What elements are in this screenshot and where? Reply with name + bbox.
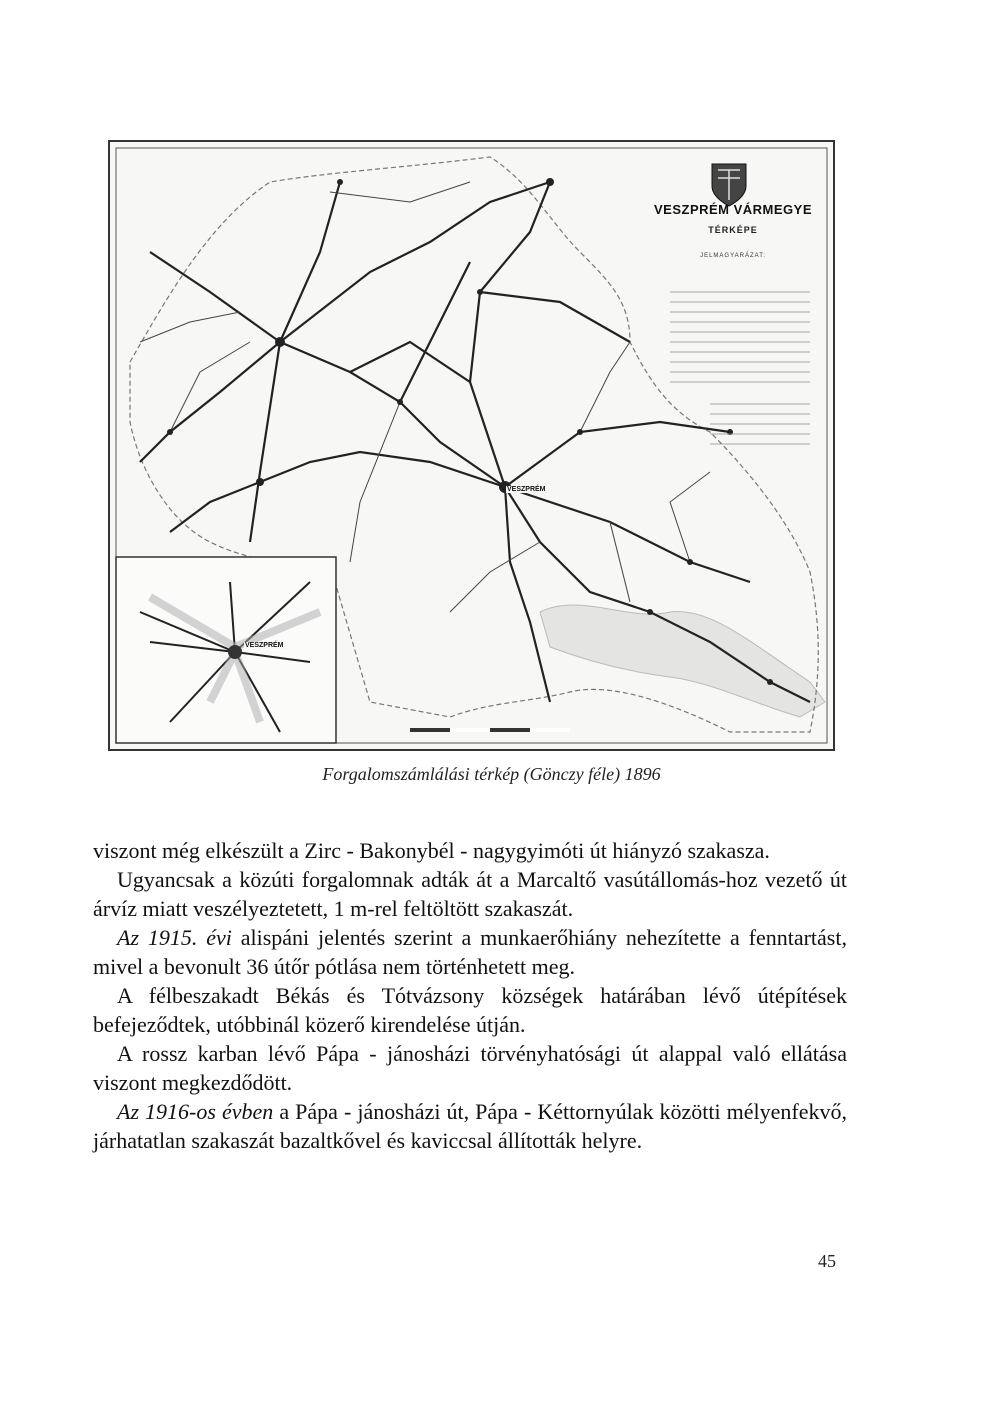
paragraph-text: A félbeszakadt Békás és Tótvázsony községek határában lévő útépítések befejeződtek, utóbbinál közerő kirendelése útján. xyxy=(93,983,847,1037)
map-legend-heading: JELMAGYARÁZAT: xyxy=(700,253,766,259)
figure-caption: Forgalomszámlálási térkép (Gönczy féle) 1896 xyxy=(322,764,661,784)
scale-bar xyxy=(410,728,570,732)
paragraph-text: A rossz karban lévő Pápa - jánosházi törvényhatósági út alappal való ellátása viszont megkezdődött. xyxy=(93,1041,847,1095)
inset-city-label: VESZPRÉM xyxy=(245,642,284,649)
inset-map xyxy=(116,557,336,743)
map-subtitle: TÉRKÉPE xyxy=(708,225,758,235)
lake-area xyxy=(540,605,825,717)
paragraph-italic-lead: Az 1916-os évben xyxy=(117,1099,274,1124)
coat-of-arms xyxy=(712,164,746,206)
paragraph xyxy=(93,923,847,981)
paragraph-text: alispáni jelentés szerint a munkaerőhiány nehezítette a fenntartást, mivel a bevonult 36 útőr pótlása nem történhetett meg. xyxy=(93,925,847,979)
map-title: VESZPRÉM VÁRMEGYE xyxy=(653,202,813,217)
paragraph xyxy=(93,1097,847,1155)
page-number: 45 xyxy=(818,1251,836,1271)
paragraph-text: viszont még elkészült a Zirc - Bakonybél - nagygyimóti út hiányzó szakasza. xyxy=(93,838,770,863)
paragraph-italic-lead: Az 1915. évi xyxy=(117,925,232,950)
map-city-label: VESZPRÉM xyxy=(507,486,546,493)
paragraph-text: Ugyancsak a közúti forgalomnak adták át a Marcaltő vasútállomás-hoz vezető út árvíz miatt veszélyeztetett, 1 m-rel feltöltött szakaszát. xyxy=(93,867,847,921)
paragraph xyxy=(93,1039,847,1097)
map-title-block xyxy=(642,202,824,259)
paragraph xyxy=(93,981,847,1039)
body-text xyxy=(93,836,847,1155)
map-figure xyxy=(108,140,835,751)
paragraph xyxy=(93,836,847,865)
legend-lines xyxy=(670,292,810,444)
minor-roads xyxy=(140,182,710,612)
paragraph xyxy=(93,865,847,923)
paragraph-text: a Pápa - jánosházi út, Pápa - Kéttornyúlak közötti mélyenfekvő, járhatatlan szakaszát bazaltkővel és kaviccsal állították helyre. xyxy=(93,1099,847,1153)
